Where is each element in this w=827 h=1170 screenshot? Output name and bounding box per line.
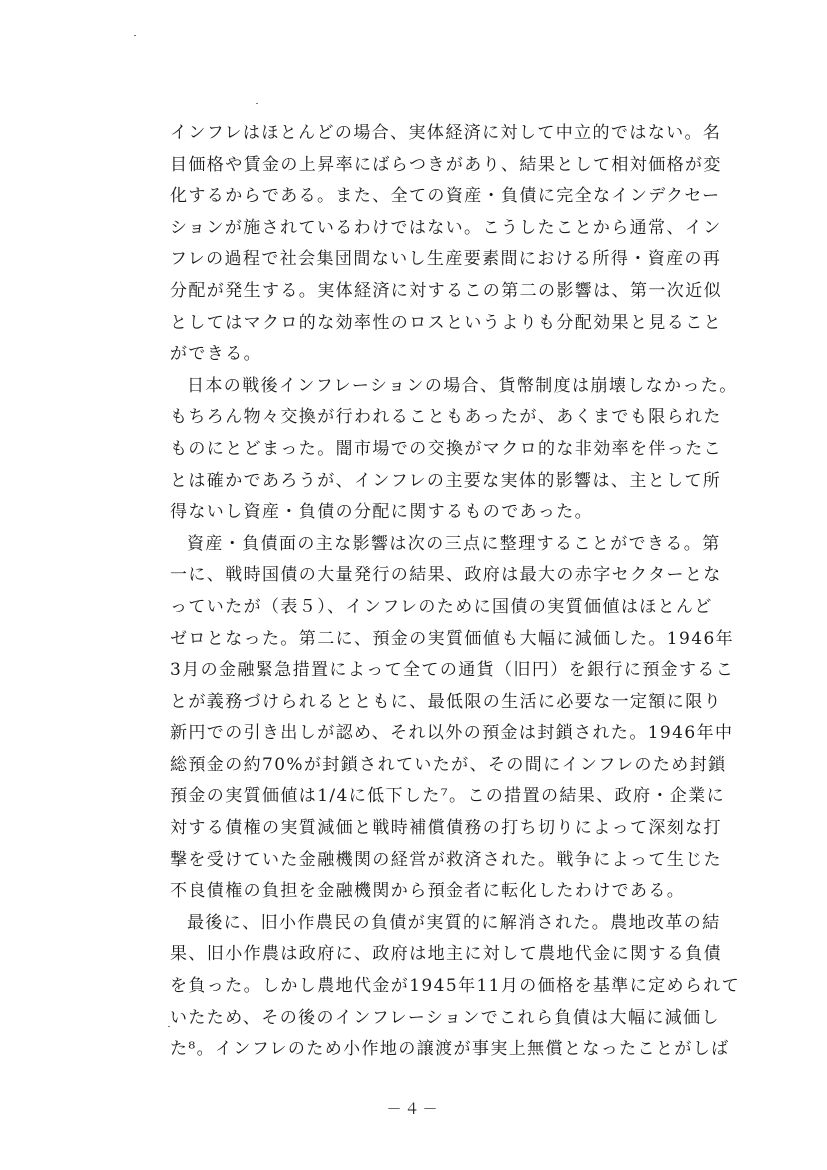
text-line: としてはマクロ的な効率性のロスというよりも分配効果と見ること — [170, 312, 722, 333]
scan-speck — [134, 35, 136, 36]
text-line: 対する債権の実質減価と戦時補償債務の打ち切りによって深刻な打 — [170, 818, 722, 839]
scan-speck — [256, 103, 258, 104]
text-line: 資産・負債面の主な影響は次の三点に整理することができる。第 — [187, 533, 721, 554]
text-line: ものにとどまった。闇市場での交換がマクロ的な非効率を伴ったこ — [170, 438, 722, 459]
text-line: 果、旧小作農は政府に、政府は地主に対して農地代金に関する負債 — [170, 944, 722, 965]
text-line: 総預金の約70%が封鎖されていたが、その間にインフレのため封鎖 — [170, 754, 727, 775]
text-line: 分配が発生する。実体経済に対するこの第二の影響は、第一次近似 — [170, 280, 722, 301]
text-line: もちろん物々交換が行われることもあったが、あくまでも限られた — [170, 407, 722, 428]
text-line: 預金の実質価値は1/4に低下した⁷。この措置の結果、政府・企業に — [170, 786, 725, 807]
text-line: た⁸。インフレのため小作地の譲渡が事実上無償となったことがしば — [170, 1039, 730, 1060]
text-line: 不良債権の負担を金融機関から預金者に転化したわけである。 — [170, 881, 686, 902]
text-line: 化するからである。また、全ての資産・負債に完全なインデクセー — [170, 186, 721, 207]
paragraph — [170, 371, 738, 529]
text-line: ションが施されているわけではない。こうしたことから通常、イン — [170, 217, 722, 238]
text-line: 3月の金融緊急措置によって全ての通貨（旧円）を銀行に預金するこ — [170, 660, 735, 681]
text-line: っていたが（表５）、インフレのために国債の実質価値はほとんど — [170, 596, 713, 617]
text-line: 撃を受けていた金融機関の経営が救済された。戦争によって生じた — [170, 849, 722, 870]
paragraph — [170, 529, 735, 908]
text-line: 日本の戦後インフレーションの場合、貨幣制度は崩壊しなかった。 — [187, 375, 738, 396]
text-line: とは確かであろうが、インフレの主要な実体的影響は、主として所 — [170, 470, 722, 491]
text-line: を負った。しかし農地代金が1945年11月の価格を基準に定められて — [170, 976, 741, 997]
text-line: 得ないし資産・負債の分配に関するものであった。 — [170, 502, 594, 523]
text-line: 最後に、旧小作農民の負債が実質的に解消された。農地改革の結 — [187, 912, 721, 933]
text-line: 一に、戦時国債の大量発行の結果、政府は最大の赤字セクターとな — [170, 565, 722, 586]
text-line: インフレはほとんどの場合、実体経済に対して中立的ではない。名 — [170, 123, 722, 143]
text-line: いたため、その後のインフレーションでこれら負債は大幅に減価し — [170, 1007, 720, 1028]
text-line: フレの過程で社会集団間ないし生産要素間における所得・資産の再 — [170, 249, 722, 270]
text-line: 目価格や賃金の上昇率にばらつきがあり、結果として相対価格が変 — [170, 154, 722, 175]
text-line: ができる。 — [170, 344, 262, 365]
page-number: －４－ — [386, 1100, 441, 1118]
paragraph — [170, 908, 741, 1066]
body-text — [170, 118, 741, 1066]
text-line: ゼロとなった。第二に、預金の実質価値も大幅に減価した。1946年 — [170, 628, 735, 649]
paragraph — [170, 118, 722, 371]
text-line: 新円での引き出しが認め、それ以外の預金は封鎖された。1946年中 — [170, 723, 734, 744]
text-line: とが義務づけられるとともに、最低限の生活に必要な一定額に限り — [170, 691, 722, 712]
